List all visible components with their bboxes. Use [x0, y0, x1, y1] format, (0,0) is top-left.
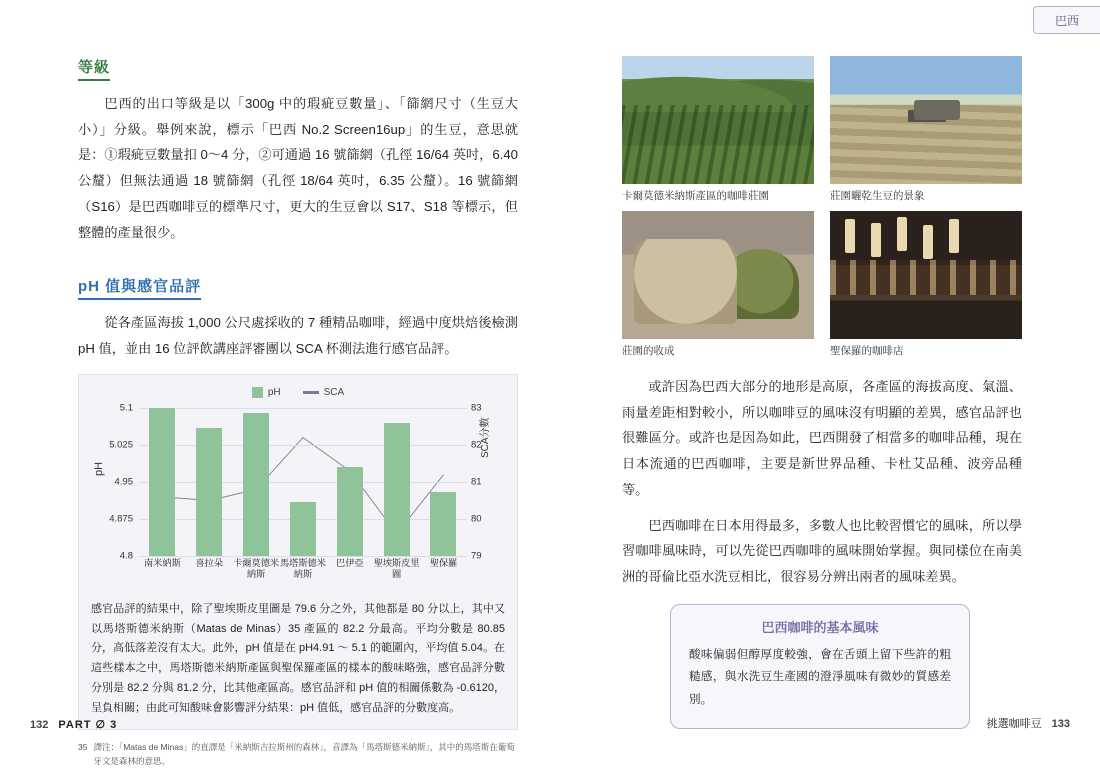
chart-bar [196, 428, 222, 556]
chart-bar [243, 413, 269, 556]
chart-explanatory-note: 感官品評的結果中，除了聖埃斯皮里圖是 79.6 分之外，其他都是 80 分以上，其中又以馬塔斯德米納斯（Matas de Minas）35 產區的 82.2 分最高。平均分數是 80.85 分，高低落差沒有太大。此外，pH 值是在 pH4.91 ～ 5.1 的範圍內，平均值 5.04。在這些樣本之中，馬塔斯德米納斯產區與聖保羅產區的樣本的酸味略強，感官品評分數分別是 82.2 分與 81.2 分，比其他產區高。感官品評和 pH 值的相關係數為 -0.6120，呈負相關；由此可知酸味會影響評分結果：pH 值低，感官品評的分數度高。 [91, 602, 505, 714]
chart-bars [139, 408, 467, 556]
footer-page-number-left: 132 [30, 719, 49, 731]
chart-legend [91, 387, 505, 398]
footer-left [30, 718, 117, 731]
photo-cafe-sao-paulo [830, 211, 1022, 339]
chart-y2-tick: 82 [471, 439, 482, 451]
chart-x-tick-label: 巴伊亞 [336, 557, 364, 568]
chart-x-tick-label: 南米納斯 [144, 557, 181, 568]
photo-caption: 莊園的收成 [622, 345, 675, 357]
photo-harvest-sacks [622, 211, 814, 339]
chart-x-tick-label: 馬塔斯德米納斯 [279, 557, 326, 580]
chart-y-tick: 4.8 [119, 550, 133, 562]
photo-caption: 聖保羅的咖啡店 [830, 345, 904, 357]
right-column [622, 56, 1022, 729]
chart-y2-axis-label: SCA分數 [480, 417, 492, 458]
footnote-text: 譯注：「Matas de Minas」的直譯是「米納斯吉拉斯州的森林」，音譯為「馬塔斯德米納斯」，其中的馬塔斯在葡萄牙文是森林的意思。 [93, 741, 515, 767]
footer-right [987, 715, 1070, 731]
chart-bar [430, 492, 456, 556]
footer-chapter-label: 挑選咖啡豆 [986, 718, 1042, 730]
chart-bar [290, 502, 316, 556]
right-paragraph-1: 或許因為巴西大部分的地形是高原，各產區的海拔高度、氣溫、雨量差距相對較小，所以咖啡豆的風味沒有明顯的差異，感官品評也很難區分。或許也是因為如此，巴西開發了相當多的咖啡品種，現在日本流通的巴西咖啡，主要是新世界品種、卡杜艾品種、波旁品種等。 [622, 379, 1022, 497]
chart-plot [109, 402, 482, 562]
legend-item-sca [303, 387, 345, 398]
photo-grid [622, 56, 1022, 366]
footer-part-label: PART ∅ 3 [58, 719, 118, 731]
legend-bar-swatch-icon [252, 387, 263, 398]
photo-cell [622, 56, 814, 203]
chart-x-tick-label: 聖保羅 [429, 557, 458, 568]
chart-y2-tick: 81 [471, 476, 482, 488]
chart-y-tick: 5.1 [119, 402, 133, 414]
ph-sca-chart-panel [78, 374, 518, 730]
section-heading-grade: 等級 [78, 56, 110, 81]
photo-cell [830, 56, 1022, 203]
section-grade-paragraph: 巴西的出口等級是以「300g 中的瑕疵豆數量」、「篩網尺寸（生豆大小）」分級。舉例來說，標示「巴西 No.2 Screen16up」的生豆，意思就是：①瑕疵豆數量扣 0～4 分，②可通過 16 號篩網（孔徑 16/64 英吋，6.40 公釐）但無法通過 18 號篩網（孔徑 18/64 英吋，6.35 公釐）。16 號篩網（S16）是巴西咖啡豆的標準尺寸，更大的生豆會以 S17、S18 等標示，但整體的產量很少。 [78, 96, 518, 240]
chart-bar [384, 423, 410, 556]
photo-caption: 莊園曬乾生豆的景象 [830, 190, 925, 202]
chart-y-tick: 4.95 [114, 476, 133, 488]
legend-label-sca: SCA [323, 386, 345, 398]
legend-line-swatch-icon [303, 391, 319, 394]
chart-y-axis-label: pH [93, 461, 105, 476]
chart-y2-tick: 79 [471, 550, 482, 562]
chart-bar [149, 408, 175, 556]
footnote-number: 35 [78, 741, 88, 752]
legend-label-ph: pH [267, 386, 281, 398]
right-paragraph-2: 巴西咖啡在日本用得最多，多數人也比較習慣它的風味，所以學習咖啡風味時，可以先從巴西咖啡的風味開始掌握。與同樣位在南美洲的哥倫比亞水洗豆相比，很容易分辨出兩者的風味差異。 [622, 517, 1022, 585]
chart-area [95, 402, 501, 592]
flavour-box-title: 巴西咖啡的基本風味 [761, 619, 879, 635]
chart-x-tick-labels [139, 558, 467, 592]
chart-x-tick-label: 卡爾莫德米納斯 [233, 557, 280, 580]
chapter-tab-label: 巴西 [1054, 13, 1079, 28]
legend-item-ph [252, 387, 281, 398]
section-heading-ph-sca: pH 值與感官品評 [78, 275, 201, 300]
footnote-35 [78, 740, 518, 769]
chart-y2-tick: 80 [471, 513, 482, 525]
photo-caption: 卡爾莫德米納斯產區的咖啡莊園 [622, 190, 769, 202]
chart-bar [337, 467, 363, 556]
photo-drying-yard [830, 56, 1022, 184]
photo-cell [830, 211, 1022, 358]
chart-y-tick: 4.875 [109, 513, 133, 525]
chapter-tab-brazil [1033, 6, 1100, 34]
left-column [78, 56, 518, 769]
chart-y2-tick: 83 [471, 402, 482, 414]
chart-x-tick-label: 喜拉朵 [195, 557, 224, 568]
flavour-callout-box [670, 604, 970, 729]
chart-x-tick-label: 聖埃斯皮里圖 [373, 557, 420, 580]
chart-gridline [139, 556, 467, 557]
photo-cell [622, 211, 814, 358]
footer-page-number-right: 133 [1051, 718, 1070, 730]
chart-y-tick: 5.025 [109, 439, 133, 451]
photo-coffee-farm [622, 56, 814, 184]
flavour-box-body: 酸味偏弱但醇厚度較強，會在舌頭上留下些許的粗糙感，與水洗豆生產國的澄淨風味有微妙的質感差別。 [689, 647, 951, 707]
section-ph-sca-paragraph: 從各產區海拔 1,000 公尺處採收的 7 種精品咖啡，經過中度烘焙後檢測 pH 值，並由 16 位評飲講座評審團以 SCA 杯測法進行感官品評。 [78, 315, 518, 357]
